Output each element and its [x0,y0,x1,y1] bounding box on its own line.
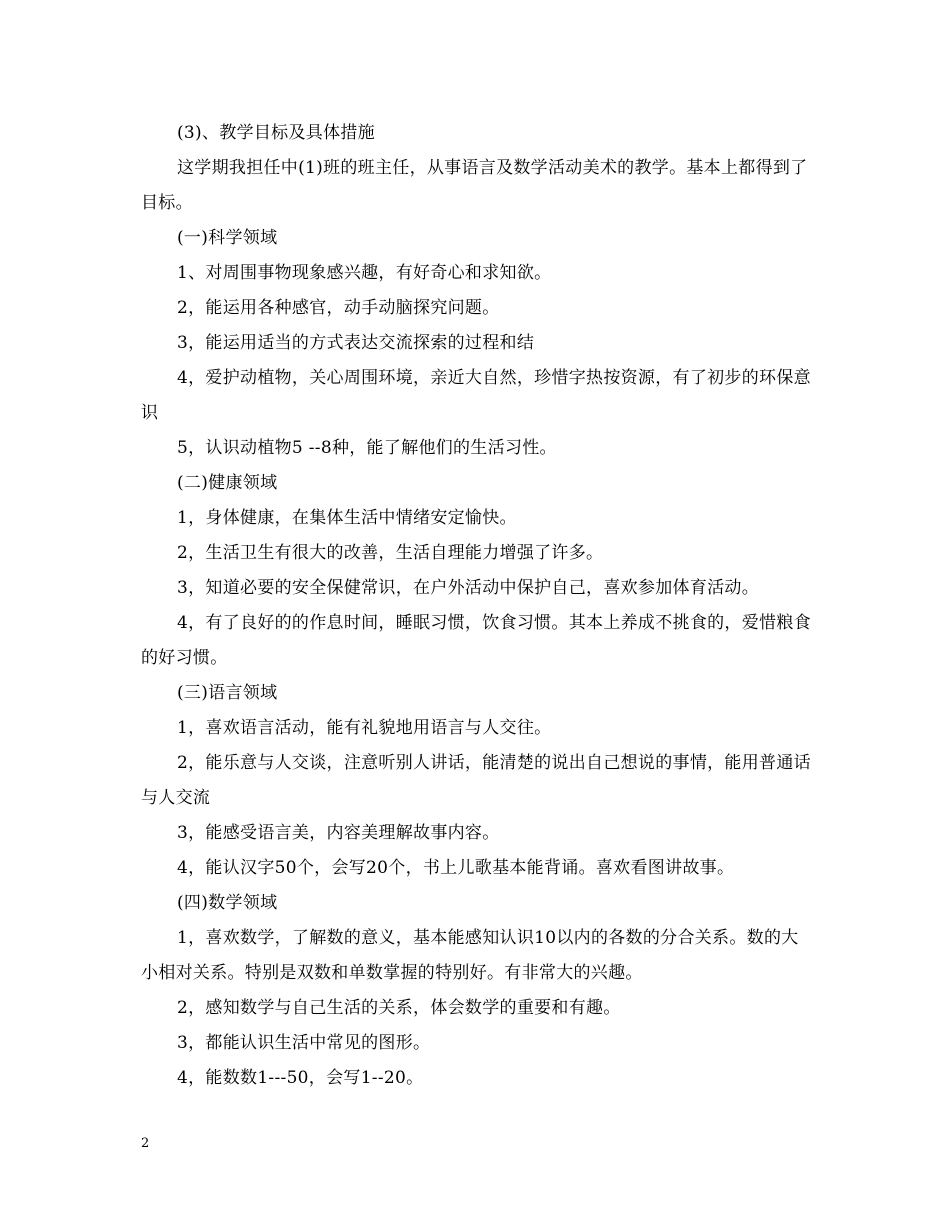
language-item-2: 2，能乐意与人交谈，注意听别人讲话，能清楚的说出自己想说的事情，能用普通话与人交流 [141,753,811,808]
science-item-5: 5，认识动植物5 --8种，能了解他们的生活习性。 [177,438,557,458]
document-body [141,116,811,1096]
science-heading: (一)科学领域 [177,228,278,248]
language-heading: (三)语言领域 [177,683,278,703]
math-item-2: 2，感知数学与自己生活的关系，体会数学的重要和有趣。 [177,998,621,1018]
math-item-4: 4，能数数1---50，会写1--20。 [177,1068,424,1088]
language-item-1: 1，喜欢语言活动，能有礼貌地用语言与人交往。 [177,718,552,738]
intro-paragraph: 这学期我担任中(1)班的班主任，从事语言及数学活动美术的教学。基本上都得到了目标。 [141,158,808,213]
language-item-4: 4，能认汉字50个，会写20个，书上儿歌基本能背诵。喜欢看图讲故事。 [177,858,735,878]
page-number: 2 [141,1136,150,1151]
science-item-4: 4，爱护动植物，关心周围环境，亲近大自然，珍惜字热按资源，有了初步的环保意识 [141,368,811,423]
health-item-2: 2，生活卫生有很大的改善，生活自理能力增强了许多。 [177,543,604,563]
health-heading: (二)健康领域 [177,473,278,493]
math-item-3: 3，都能认识生活中常见的图形。 [177,1033,431,1053]
science-item-2: 2，能运用各种感官，动手动脑探究问题。 [177,298,500,318]
section-heading: (3)、教学目标及具体措施 [177,123,375,143]
language-item-3: 3，能感受语言美，内容美理解故事内容。 [177,823,500,843]
health-item-3: 3，知道必要的安全保健常识，在户外活动中保护自己，喜欢参加体育活动。 [177,578,760,598]
math-heading: (四)数学领域 [177,893,278,913]
science-item-3: 3，能运用适当的方式表达交流探索的过程和结 [177,333,535,353]
math-item-1: 1，喜欢数学，了解数的意义，基本能感知认识10以内的各数的分合关系。数的大小相对关系。特别是双数和单数掌握的特别好。有非常大的兴趣。 [141,928,799,983]
health-item-4: 4，有了良好的的作息时间，睡眠习惯，饮食习惯。其本上养成不挑食的，爱惜粮食的好习惯。 [141,613,811,668]
science-item-1: 1、对周围事物现象感兴趣，有好奇心和求知欲。 [177,263,552,283]
health-item-1: 1，身体健康，在集体生活中情绪安定愉快。 [177,508,517,528]
